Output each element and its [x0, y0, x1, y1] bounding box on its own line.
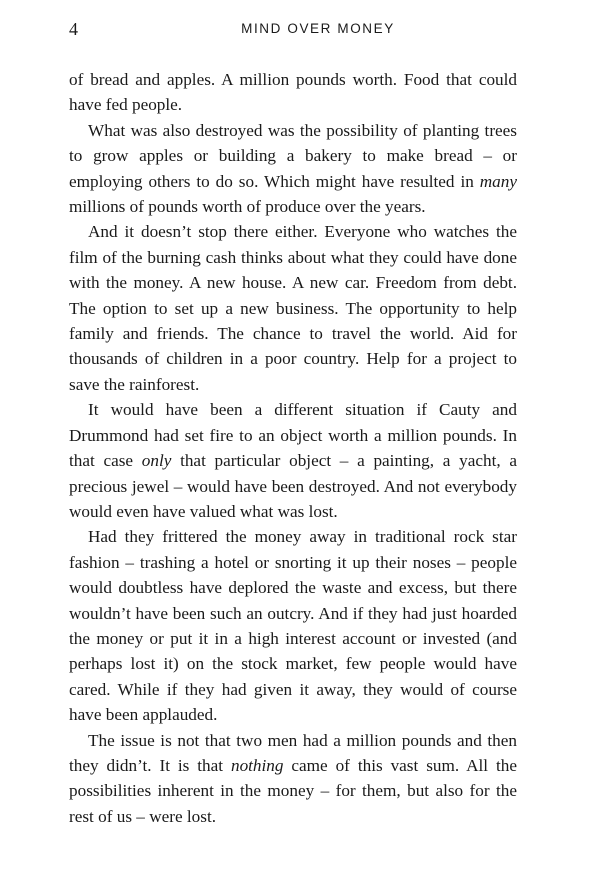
paragraph-continued: [69, 67, 517, 118]
page-header: [69, 17, 517, 41]
emphasis: only: [141, 451, 172, 471]
text-run: Had they frittered the money away in traditional rock star fashion – trashing a hotel or snorting it up their noses – people would doubtless have deplored the waste and excess, but there wouldn’t have been such an outcry. And if they had just hoarded the money or put it in a high interest account or invested (and perhaps lost it) on the stock market, few people would have cared. While if they had given it away, they would of course have been applauded.: [69, 527, 517, 725]
text-run: The issue is not that two men had a million pounds and then they didn’t. It is that: [69, 730, 517, 775]
paragraph: [69, 397, 517, 524]
text-run: And it doesn’t stop there either. Everyone who watches the film of the burning cash thinks about what they could have done with the money. A new house. A new car. Freedom from debt. The option to set up a new business. The opportunity to help family and friends. The chance to travel the world. Aid for thousands of children in a poor country. Help for a project to save the rainforest.: [69, 222, 517, 394]
emphasis: nothing: [230, 755, 284, 775]
running-head: MIND OVER MONEY: [241, 21, 395, 36]
paragraph: [69, 524, 517, 727]
paragraph: [69, 219, 517, 397]
paragraph: [69, 728, 517, 830]
page-number: 4: [69, 19, 78, 39]
emphasis: many: [479, 171, 517, 191]
text-run: came of this vast sum. All the possibilities inherent in the money – for them, but also for the rest of us – were lost.: [69, 755, 517, 826]
text-run: millions of pounds worth of produce over the years.: [69, 197, 426, 217]
text-run: that particular object – a painting, a yacht, a precious jewel – would have been destroyed. And not everybody would even have valued what was lost.: [69, 451, 517, 521]
text-run: It would have been a different situation if Cauty and Drummond had set fire to an object worth a million pounds. In that case: [69, 400, 517, 471]
text-run: of bread and apples. A million pounds worth. Food that could have fed people.: [69, 70, 517, 115]
paragraph: [69, 118, 517, 220]
text-run: What was also destroyed was the possibility of planting trees to grow apples or building a bakery to make bread – or employing others to do so. Which might have resulted in: [69, 120, 517, 191]
body-text: [69, 67, 517, 829]
